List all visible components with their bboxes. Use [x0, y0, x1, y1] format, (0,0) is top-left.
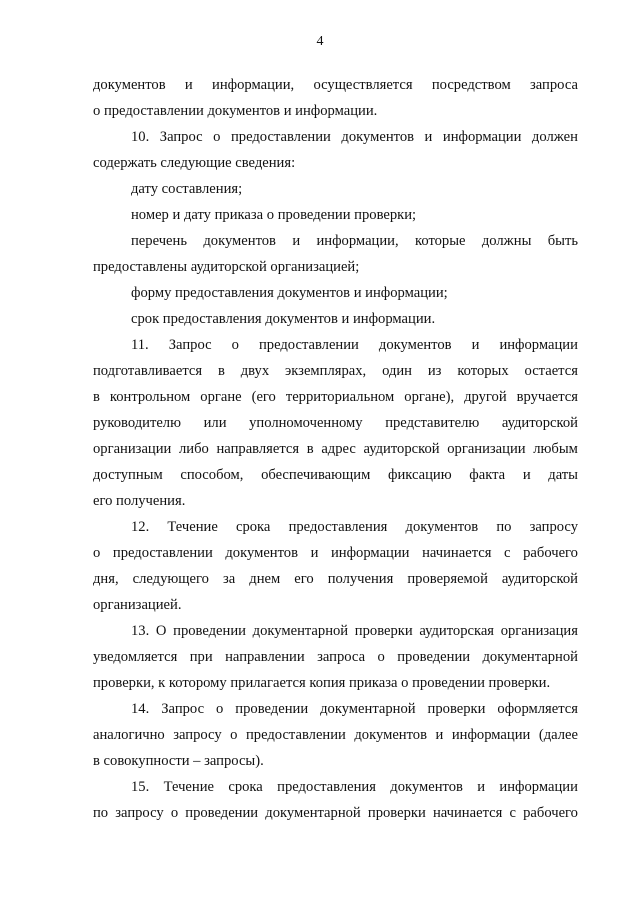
- word: информации: [330, 545, 410, 561]
- word: вручается: [516, 389, 578, 405]
- word: доступным: [93, 467, 163, 483]
- text-line: [131, 622, 578, 640]
- word: проведении: [173, 623, 246, 639]
- text-line: [93, 76, 578, 94]
- word: предоставления: [277, 779, 376, 795]
- word: документов: [341, 129, 415, 145]
- word: дня,: [93, 571, 119, 587]
- word: в: [93, 389, 100, 405]
- text-line: [93, 440, 578, 458]
- word: получения: [327, 571, 394, 587]
- word: при: [189, 649, 213, 665]
- word: Запрос: [161, 701, 205, 717]
- text-line: предоставлены аудиторской организацией;: [93, 259, 360, 275]
- word: подготавливается: [93, 363, 203, 379]
- word: обеспечивающим: [261, 467, 371, 483]
- word: даты: [548, 467, 578, 483]
- word: о: [377, 649, 385, 665]
- word: о: [213, 129, 221, 145]
- text-line: [93, 388, 578, 406]
- text-line: [93, 804, 578, 822]
- word: предоставления: [288, 519, 388, 535]
- word: аудиторская: [419, 623, 495, 639]
- word: другой: [464, 389, 507, 405]
- word: документов: [354, 727, 427, 743]
- text-line: организацией.: [93, 597, 182, 613]
- word: его: [294, 571, 314, 587]
- text-line: содержать следующие сведения:: [93, 155, 296, 171]
- word: документов: [390, 779, 463, 795]
- word: факта: [469, 467, 506, 483]
- word: (далее: [538, 727, 578, 743]
- word: запросу: [173, 727, 222, 743]
- word: организация: [500, 623, 578, 639]
- word: либо: [179, 441, 209, 457]
- word: которых: [457, 363, 509, 379]
- word: должны: [481, 233, 532, 249]
- word: и: [471, 337, 480, 353]
- word: информации: [499, 779, 578, 795]
- word: организации: [447, 441, 526, 457]
- word: проведении: [185, 805, 259, 821]
- text-line: о предоставлении документов и информации.: [93, 103, 378, 119]
- word: документов: [203, 233, 276, 249]
- text-line: [131, 232, 578, 250]
- word: направлении: [225, 649, 305, 665]
- word: Течение: [163, 779, 214, 795]
- word: информации: [499, 337, 578, 353]
- text-line: в совокупности – запросы).: [93, 753, 264, 769]
- word: о: [230, 727, 238, 743]
- word: органе: [200, 389, 242, 405]
- word: 15.: [131, 779, 150, 795]
- word: и: [184, 77, 193, 93]
- word: информации: [442, 129, 522, 145]
- word: любым: [533, 441, 578, 457]
- word: начинается: [422, 545, 492, 561]
- text-line: срок предоставления документов и информации.: [131, 311, 436, 327]
- page-number: 4: [316, 34, 324, 49]
- word: о: [93, 545, 101, 561]
- word: 13.: [131, 623, 150, 639]
- word: запросу: [529, 519, 578, 535]
- word: аналогично: [93, 727, 165, 743]
- text-line: [131, 700, 578, 718]
- word: проверки: [427, 701, 486, 717]
- word: документарной: [482, 649, 578, 665]
- word: двух: [240, 363, 270, 379]
- word: 11.: [131, 337, 149, 353]
- word: посредством: [431, 77, 511, 93]
- word: проведении: [235, 701, 309, 717]
- word: и: [435, 727, 444, 743]
- word: по: [93, 805, 109, 821]
- word: О: [155, 623, 167, 639]
- word: днем: [249, 571, 281, 587]
- word: должен: [531, 129, 578, 145]
- word: предоставлении: [112, 545, 213, 561]
- text-line: [93, 648, 578, 666]
- word: документов: [405, 519, 479, 535]
- text-line: номер и дату приказа о проведении проверки;: [131, 207, 417, 223]
- word: способом,: [180, 467, 244, 483]
- word: уведомляется: [93, 649, 178, 665]
- word: срока: [235, 519, 271, 535]
- text-line: [131, 778, 578, 796]
- word: с: [504, 545, 511, 561]
- word: документов: [378, 337, 452, 353]
- word: территориальном: [285, 389, 395, 405]
- text-line: его получения.: [93, 493, 186, 509]
- word: осуществляется: [313, 77, 413, 93]
- word: 12.: [131, 519, 150, 535]
- text-line: [93, 414, 578, 432]
- word: информации,: [316, 233, 399, 249]
- word: и: [477, 779, 486, 795]
- word: о: [231, 337, 239, 353]
- word: запроса: [530, 77, 578, 93]
- word: контрольном: [109, 389, 191, 405]
- word: быть: [547, 233, 578, 249]
- word: Течение: [167, 519, 218, 535]
- word: которые: [414, 233, 466, 249]
- word: (его: [251, 389, 276, 405]
- word: 10.: [131, 129, 150, 145]
- word: предоставлении: [245, 727, 346, 743]
- text-line: форму предоставления документов и информации;: [131, 285, 448, 301]
- word: с: [509, 805, 516, 821]
- word: фиксацию: [388, 467, 452, 483]
- word: запроса: [317, 649, 366, 665]
- word: экземплярах,: [285, 363, 367, 379]
- word: срока: [228, 779, 263, 795]
- text-line: проверки, к которому прилагается копия приказа о проведении проверки.: [93, 675, 551, 691]
- text-line: [93, 726, 578, 744]
- word: информации: [451, 727, 531, 743]
- word: документарной: [320, 701, 416, 717]
- word: документарной: [265, 805, 361, 821]
- word: за: [222, 571, 236, 587]
- text-line: [131, 336, 578, 354]
- word: уполномоченному: [249, 415, 363, 431]
- word: аудиторской: [501, 571, 578, 587]
- word: из: [427, 363, 442, 379]
- word: Запрос: [159, 129, 203, 145]
- word: предоставлении: [230, 129, 331, 145]
- word: рабочего: [523, 805, 578, 821]
- text-line: [93, 466, 578, 484]
- text-line: [131, 518, 578, 536]
- text-line: [93, 570, 578, 588]
- word: и: [310, 545, 319, 561]
- word: оформляется: [497, 701, 578, 717]
- word: запросу: [115, 805, 164, 821]
- word: один: [382, 363, 412, 379]
- word: аудиторской: [501, 415, 578, 431]
- word: проверки: [354, 623, 413, 639]
- word: руководителю: [93, 415, 181, 431]
- word: следующего: [132, 571, 209, 587]
- word: начинается: [432, 805, 503, 821]
- word: или: [203, 415, 227, 431]
- word: о: [216, 701, 224, 717]
- word: рабочего: [523, 545, 578, 561]
- word: адрес: [321, 441, 356, 457]
- word: документарной: [252, 623, 349, 639]
- text-line: дату составления;: [131, 181, 243, 197]
- word: о: [170, 805, 179, 821]
- text-line: [93, 544, 578, 562]
- word: 14.: [131, 701, 150, 717]
- text-line: [131, 128, 578, 146]
- text-line: [93, 362, 578, 380]
- word: проверяемой: [407, 571, 488, 587]
- word: органе),: [404, 389, 455, 405]
- word: и: [292, 233, 301, 249]
- word: документов: [93, 77, 166, 93]
- word: в: [306, 441, 314, 457]
- word: Запрос: [168, 337, 212, 353]
- word: документов: [225, 545, 298, 561]
- word: направляется: [216, 441, 300, 457]
- word: информации,: [212, 77, 295, 93]
- word: проверки: [367, 805, 426, 821]
- word: и: [424, 129, 433, 145]
- word: аудиторской: [363, 441, 440, 457]
- word: остается: [524, 363, 578, 379]
- word: по: [496, 519, 512, 535]
- word: перечень: [131, 233, 187, 249]
- word: проведении: [397, 649, 471, 665]
- word: и: [522, 467, 531, 483]
- word: в: [217, 363, 225, 379]
- word: представителю: [385, 415, 480, 431]
- word: предоставлении: [258, 337, 359, 353]
- word: организации: [93, 441, 172, 457]
